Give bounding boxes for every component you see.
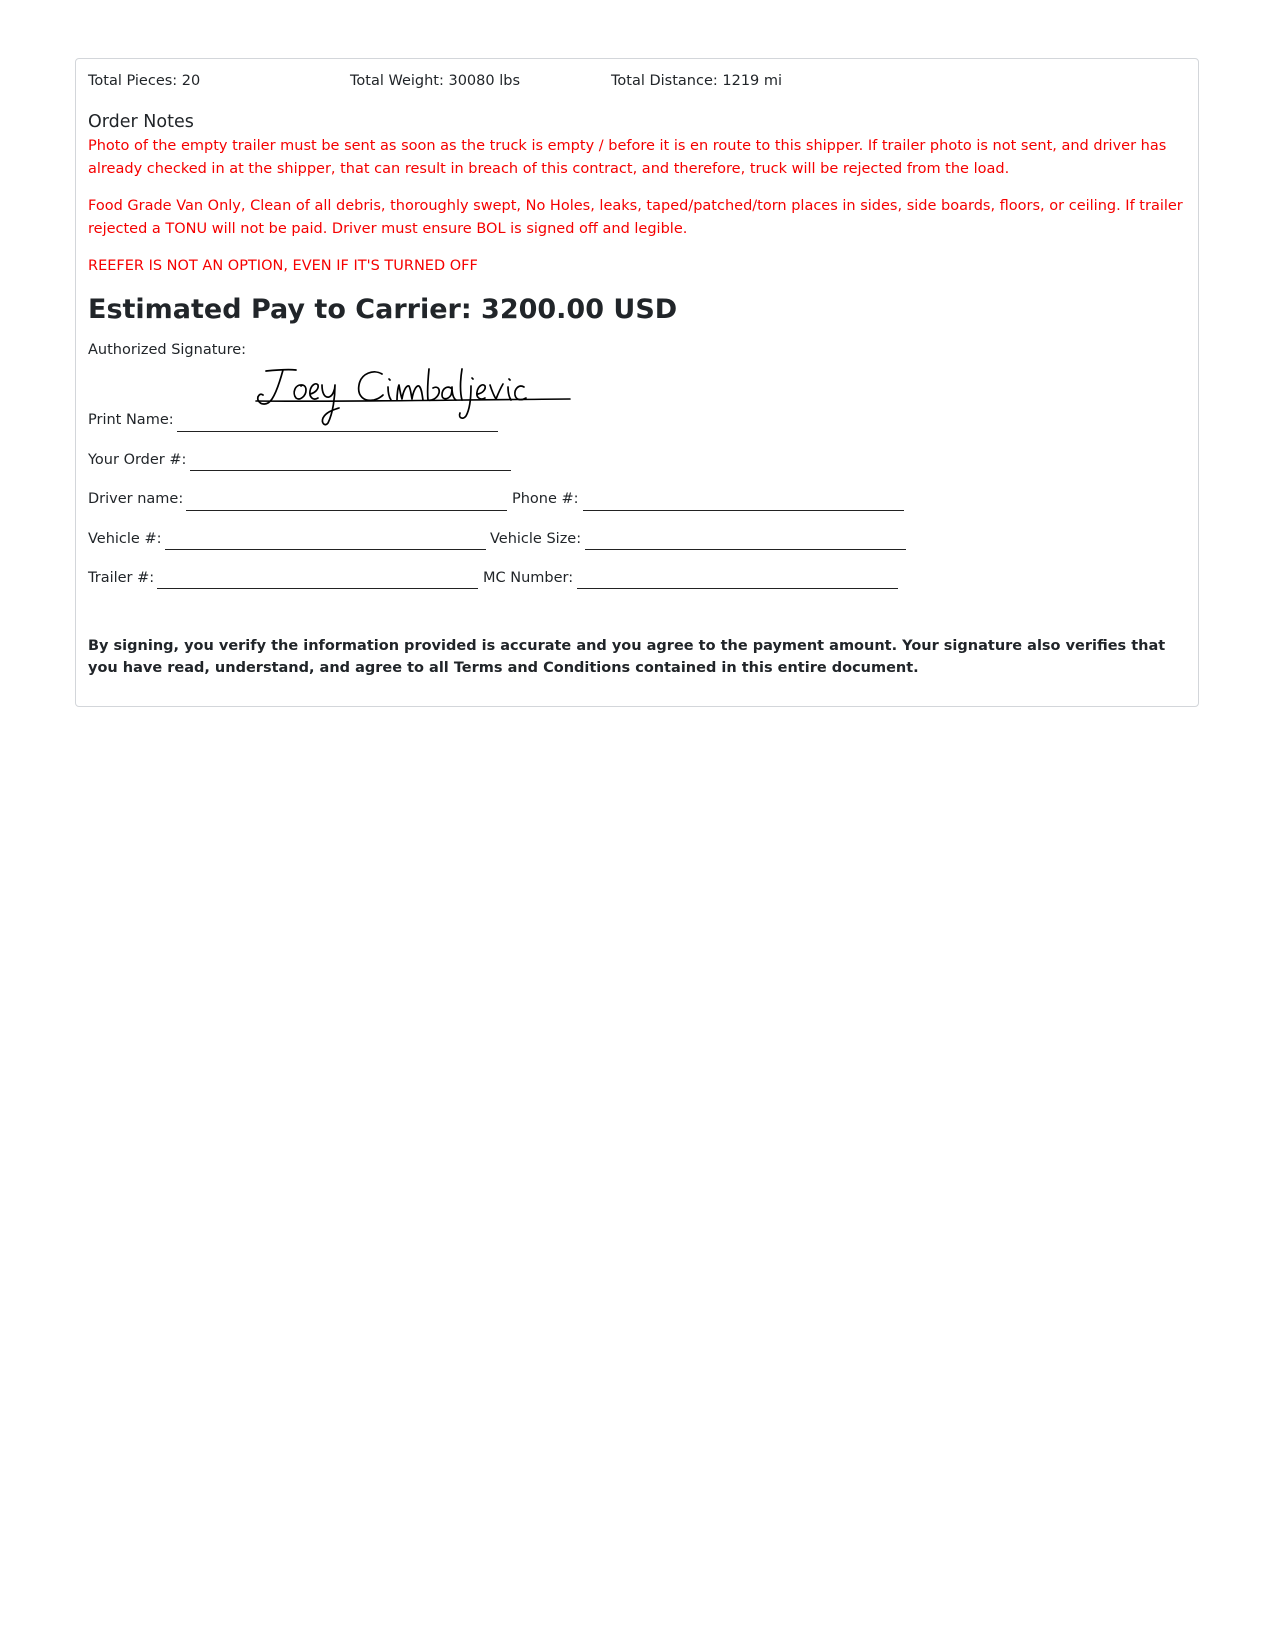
order-note-trailer-photo: Photo of the empty trailer must be sent as soon as the truck is empty / before it is en route to this shipper. If trailer photo is not sent, and driver has already checked in at the shipper, that can result in breach of this contract, and therefore, truck will be rejected from the load. [88, 138, 1167, 177]
order-note-no-reefer: REEFER IS NOT AN OPTION, EVEN IF IT'S TURNED OFF [88, 258, 478, 274]
vehicle-size-line[interactable] [585, 549, 906, 550]
print-name-line[interactable] [177, 431, 498, 432]
total-weight: Total Weight: 30080 lbs [350, 73, 521, 89]
order-number-label: Your Order #: [88, 452, 187, 468]
trailer-number-line[interactable] [157, 588, 478, 589]
vehicle-size-label: Vehicle Size: [490, 531, 582, 547]
vehicle-number-label: Vehicle #: [88, 531, 162, 547]
order-notes-title: Order Notes [88, 112, 194, 132]
signing-disclaimer: By signing, you verify the information provided is accurate and you agree to the payment amount. Your signature also verifies that you have read, understand, and agree to all Terms and Conditions contained in this entire document. [88, 638, 1166, 676]
phone-label: Phone #: [512, 491, 579, 507]
vehicle-number-line[interactable] [165, 549, 486, 550]
print-name-label: Print Name: [88, 412, 174, 428]
total-pieces: Total Pieces: 20 [88, 73, 201, 89]
authorized-signature-label: Authorized Signature: [88, 342, 247, 358]
total-distance: Total Distance: 1219 mi [611, 73, 783, 89]
driver-name-line[interactable] [186, 510, 507, 511]
mc-number-line[interactable] [577, 588, 898, 589]
signature-drawing [252, 365, 582, 427]
phone-line[interactable] [583, 510, 904, 511]
rate-confirmation-card [75, 58, 1199, 707]
estimated-pay: Estimated Pay to Carrier: 3200.00 USD [88, 294, 678, 325]
trailer-number-label: Trailer #: [88, 570, 155, 586]
mc-number-label: MC Number: [483, 570, 574, 586]
order-number-line[interactable] [190, 470, 511, 471]
driver-name-label: Driver name: [88, 491, 184, 507]
authorized-signature [252, 365, 582, 431]
order-note-food-grade: Food Grade Van Only, Clean of all debris, thoroughly swept, No Holes, leaks, taped/patched/torn places in sides, side boards, floors, or ceiling. If trailer rejected a TONU will not be paid. Driver must ensure BOL is signed off and legible. [88, 198, 1183, 237]
